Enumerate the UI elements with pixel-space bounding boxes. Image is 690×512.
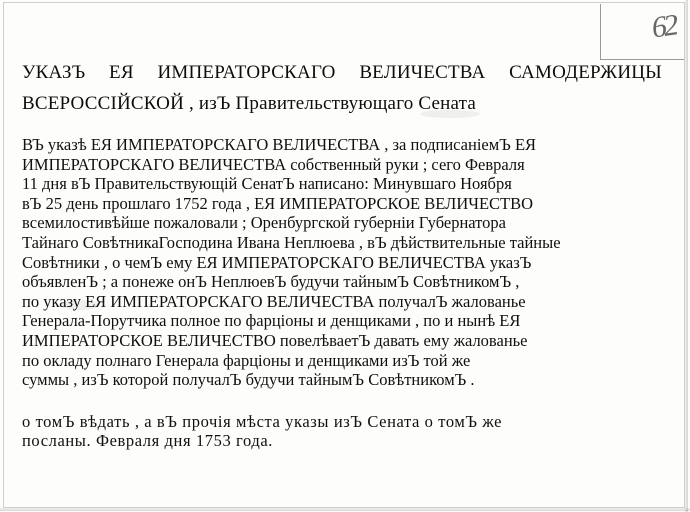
- body-line: Тайнаго СовѣтникаГосподина Ивана Неплюева , вЪ дѣйствительные тайные: [22, 232, 561, 252]
- title-word-imperatorskago: ИМПЕРАТОРСКАГО: [157, 62, 336, 83]
- body-line: объявленЪ ; а понеже онЪ НеплюевЪ будучи тайнымЪ СовѣтникомЪ ,: [22, 272, 520, 292]
- document-title-line-1: [22, 62, 662, 84]
- page-edge-bottom: [0, 508, 690, 511]
- body-line: суммы , изЪ которой получалЪ будучи тайнымЪ СовѣтникомЪ .: [22, 370, 475, 390]
- body-line: по окладу полнаго Генерала фарціоны и денщиками изЪ той же: [22, 350, 471, 370]
- body-line: 11 дня вЪ Правительствующій СенатЪ написано: Минувшаго Ноября: [22, 174, 512, 194]
- title-word-velichestva: ВЕЛИЧЕСТВА: [359, 62, 486, 83]
- body-line: ИМПЕРАТОРСКАГО ВЕЛИЧЕСТВА собственный руки ; сего Февраля: [22, 154, 525, 174]
- document-closing-paragraph: [22, 412, 666, 451]
- body-line: Совѣтники , о чемЪ ему ЕЯ ИМПЕРАТОРСКАГО ВЕЛИЧЕСТВА указЪ: [22, 252, 532, 272]
- body-line: ИМПЕРАТОРСКОЕ ВЕЛИЧЕСТВО повелѣваетЪ давать ему жалованье: [22, 330, 528, 350]
- closing-line: посланы. Февраля дня 1753 года.: [22, 431, 273, 451]
- page-edge-right: [685, 0, 688, 512]
- title-word-eya: ЕЯ: [109, 62, 134, 83]
- title-word-ukaz: УКАЗЪ: [22, 62, 86, 83]
- document-text: [22, 62, 666, 451]
- body-line: ВЪ указѣ ЕЯ ИМПЕРАТОРСКАГО ВЕЛИЧЕСТВА , за подписаніемЪ ЕЯ: [22, 135, 537, 154]
- body-line: Генерала-Порутчика полное по фарціоны и денщиками , по и нынѣ ЕЯ: [22, 311, 521, 331]
- body-line: вЪ 25 день прошлаго 1752 года , ЕЯ ИМПЕРАТОРСКОЕ ВЕЛИЧЕСТВО: [22, 193, 534, 213]
- body-line: по указу ЕЯ ИМПЕРАТОРСКАГО ВЕЛИЧЕСТВА получалЪ жалованье: [22, 291, 526, 311]
- document-title-line-2: ВСЕРОССІЙСКОЙ , изЪ Правительствующаго Сената: [22, 93, 476, 114]
- archival-folio-number: 62: [651, 8, 677, 45]
- document-body-paragraph: [22, 135, 666, 390]
- title-word-samoderzhitsy: САМОДЕРЖИЦЫ: [509, 62, 662, 83]
- closing-line: о томЪ вѣдать , а вЪ прочія мѣста указы изЪ Сената о томЪ же: [22, 411, 503, 431]
- body-line: всемилостивѣйше пожаловали ; Оренбургской губерніи Губернатора: [22, 213, 506, 233]
